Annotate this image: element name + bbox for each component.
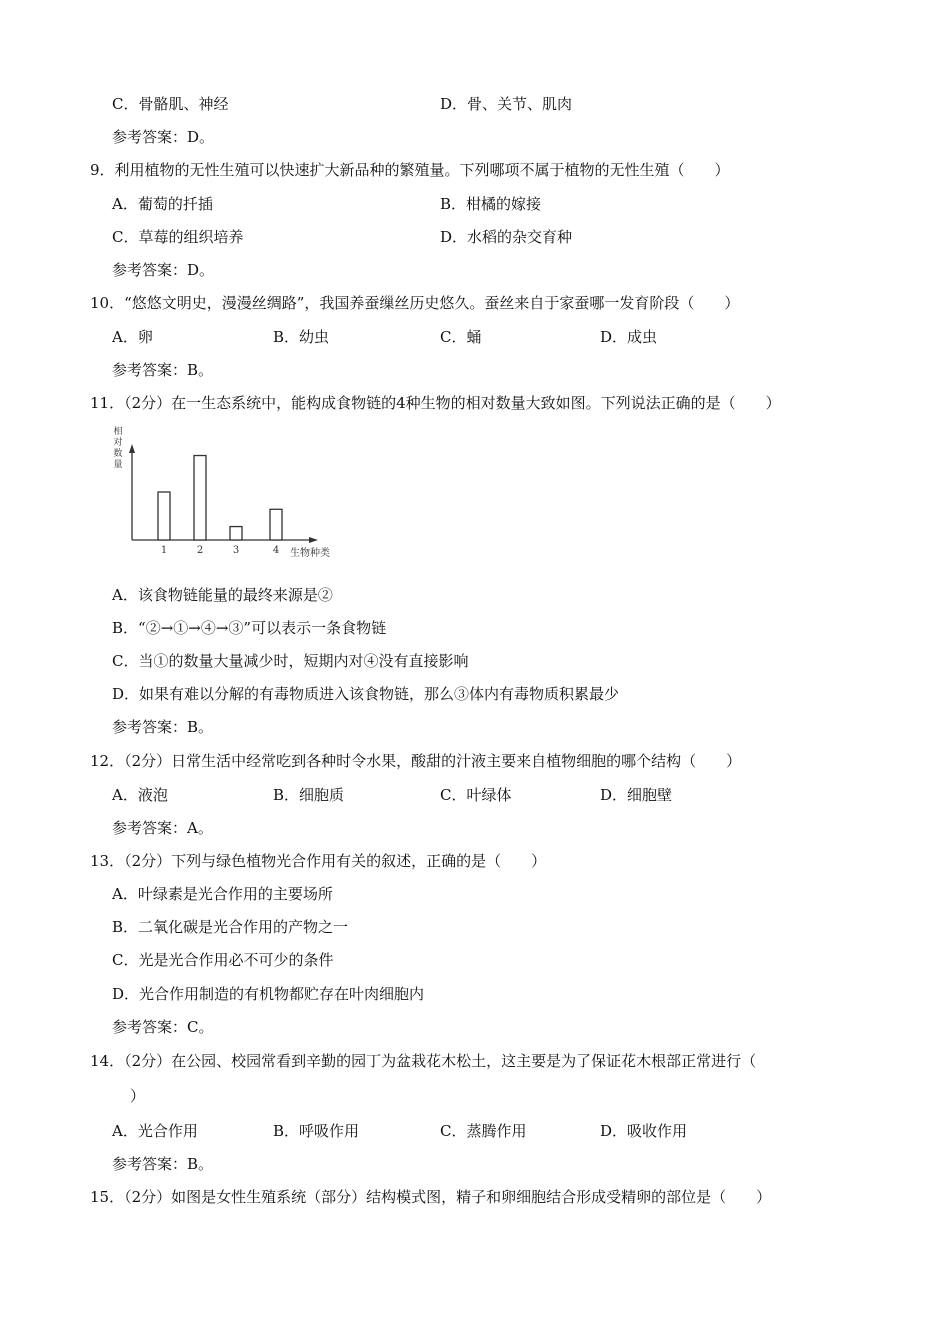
- q10-option-c: C．蛹: [440, 328, 482, 346]
- q14-option-a: A．光合作用: [112, 1122, 198, 1140]
- q9-stem: 9．利用植物的无性生殖可以快速扩大新品种的繁殖量。下列哪项不属于植物的无性生殖（ ）: [90, 161, 730, 179]
- q9-option-b: B．柑橘的嫁接: [440, 195, 542, 213]
- q10-stem: 10．“悠悠文明史，漫漫丝绸路”，我国养蚕缫丝历史悠久。蚕丝来自于家蚕哪一发育阶段（ ）: [90, 294, 740, 312]
- q12-option-b: B．细胞质: [273, 786, 345, 804]
- tick-label-4: 4: [272, 545, 280, 556]
- q13-option-c: C．光是光合作用必不可少的条件: [112, 951, 334, 969]
- y-axis-label: [113, 425, 122, 470]
- q12-option-d: D．细胞壁: [600, 786, 673, 804]
- bar-4: [270, 509, 282, 540]
- q9-option-d: D．水稻的杂交育种: [440, 228, 573, 246]
- q11-option-d: D．如果有难以分解的有毒物质进入该食物链，那么③体内有毒物质积累最少: [112, 685, 620, 703]
- q11-bar-chart: [112, 422, 352, 562]
- q9-option-a: A．葡萄的扦插: [112, 195, 213, 213]
- q10-option-d: D．成虫: [600, 328, 658, 346]
- tick-label-2: 2: [196, 545, 204, 556]
- q11-option-a: A．该食物链能量的最终来源是②: [112, 586, 333, 604]
- q12-option-a: A．液泡: [112, 786, 168, 804]
- q12-option-c: C．叶绿体: [440, 786, 512, 804]
- y-axis-label-char: 数: [113, 449, 123, 459]
- bar-1: [158, 492, 170, 540]
- q14-answer: 参考答案：B。: [112, 1155, 214, 1173]
- tick-label-1: 1: [160, 545, 168, 556]
- bar-3: [230, 527, 242, 540]
- q13-stem: 13．（2分）下列与绿色植物光合作用有关的叙述，正确的是（ ）: [90, 852, 547, 870]
- y-axis-arrow: [129, 444, 135, 453]
- q8-option-c: C．骨骼肌、神经: [112, 95, 229, 113]
- q13-option-a: A．叶绿素是光合作用的主要场所: [112, 885, 333, 903]
- q8-answer: 参考答案：D。: [112, 128, 215, 146]
- q10-answer: 参考答案：B。: [112, 361, 214, 379]
- q14-option-d: D．吸收作用: [600, 1122, 688, 1140]
- q9-option-c: C．草莓的组织培养: [112, 228, 244, 246]
- q9-answer: 参考答案：D。: [112, 261, 215, 279]
- q11-option-c: C．当①的数量大量减少时，短期内对④没有直接影响: [112, 652, 469, 670]
- y-axis-label-char: 对: [113, 438, 123, 448]
- q11-answer: 参考答案：B。: [112, 718, 214, 736]
- q12-stem: 12．（2分）日常生活中经常吃到各种时令水果，酸甜的汁液主要来自植物细胞的哪个结构（ ）: [90, 752, 742, 770]
- q13-option-d: D．光合作用制造的有机物都贮存在叶肉细胞内: [112, 985, 425, 1003]
- x-axis-label: 生物种类: [290, 548, 330, 559]
- q11-option-b: B．“②→①→④→③”可以表示一条食物链: [112, 619, 387, 637]
- x-axis-arrow: [309, 537, 318, 543]
- q10-option-a: A．卵: [112, 328, 153, 346]
- q14-stem: 14．（2分）在公园、校园常看到辛勤的园丁为盆栽花木松土，这主要是为了保证花木根部正常进行（: [90, 1052, 757, 1070]
- q13-option-b: B．二氧化碳是光合作用的产物之一: [112, 918, 349, 936]
- q8-option-d: D．骨、关节、肌肉: [440, 95, 573, 113]
- q14-stem-continued: ）: [130, 1087, 146, 1105]
- q15-stem: 15．（2分）如图是女性生殖系统（部分）结构模式图，精子和卵细胞结合形成受精卵的部位是（ ）: [90, 1188, 772, 1206]
- q10-option-b: B．幼虫: [273, 328, 330, 346]
- q11-stem: 11．（2分）在一生态系统中，能构成食物链的4种生物的相对数量大致如图。下列说法正确的是（ ）: [90, 394, 781, 412]
- y-axis-label-char: 相: [113, 427, 123, 437]
- tick-label-3: 3: [232, 545, 240, 556]
- q13-answer: 参考答案：C。: [112, 1018, 214, 1036]
- bar-2: [194, 456, 206, 540]
- q14-option-b: B．呼吸作用: [273, 1122, 360, 1140]
- q14-option-c: C．蒸腾作用: [440, 1122, 527, 1140]
- q12-answer: 参考答案：A。: [112, 819, 213, 837]
- y-axis-label-char: 量: [113, 460, 123, 470]
